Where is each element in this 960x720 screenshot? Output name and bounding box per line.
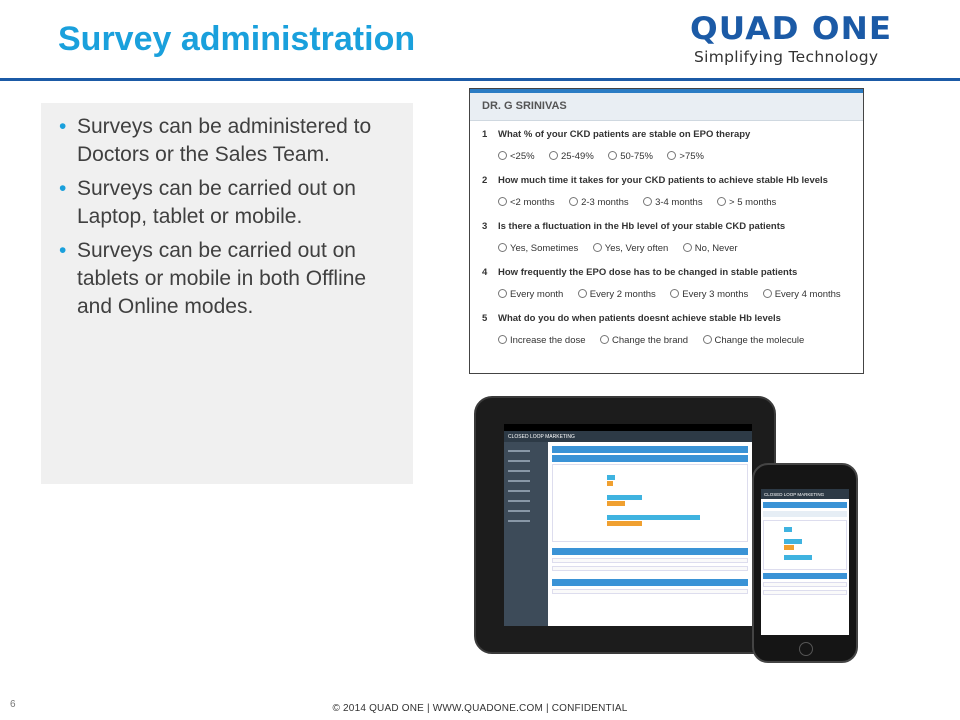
bullet-dot-icon: • <box>59 239 67 262</box>
bullet-text: Surveys can be carried out on tablets or mobile in both Offline and Online modes. <box>77 239 367 318</box>
radio-icon[interactable] <box>498 151 507 160</box>
tablet-panel-header <box>552 548 748 555</box>
logo-tagline: Simplifying Technology <box>694 48 879 66</box>
survey-option[interactable] <box>683 243 738 254</box>
chart-bar <box>784 555 812 560</box>
survey-question <box>482 313 853 348</box>
question-number: 3 <box>482 221 488 232</box>
phone-panel-header <box>763 511 847 517</box>
bullet-dot-icon: • <box>59 115 67 138</box>
bullet-dot-icon: • <box>59 177 67 200</box>
question-number: 5 <box>482 313 488 324</box>
phone-form-row <box>763 590 847 595</box>
survey-option[interactable] <box>498 335 586 346</box>
tablet-screen <box>504 424 752 626</box>
bullet-panel <box>41 103 413 484</box>
survey-option[interactable] <box>703 335 805 346</box>
tablet-panel-header <box>552 579 748 586</box>
tablet-sidebar <box>504 442 548 626</box>
option-label: Every 4 months <box>774 289 841 300</box>
radio-icon[interactable] <box>498 243 507 252</box>
bullet-item <box>53 175 403 231</box>
radio-icon[interactable] <box>683 243 692 252</box>
option-label: Every 2 months <box>589 289 656 300</box>
question-text <box>482 313 853 324</box>
chart-bar <box>784 545 794 550</box>
radio-icon[interactable] <box>643 197 652 206</box>
phone-app-bar: CLOSED LOOP MARKETING <box>761 489 849 499</box>
bullet-list <box>41 103 413 321</box>
option-label: Change the molecule <box>714 335 805 346</box>
survey-question <box>482 221 853 256</box>
option-label: <25% <box>510 151 535 162</box>
question-text <box>482 175 853 186</box>
survey-option[interactable] <box>593 243 669 254</box>
chart-bar <box>784 539 802 544</box>
survey-option[interactable] <box>498 243 578 254</box>
survey-question <box>482 129 853 164</box>
radio-icon[interactable] <box>608 151 617 160</box>
survey-option[interactable] <box>670 289 748 300</box>
chart-bar <box>607 501 624 506</box>
option-label: >75% <box>679 151 704 162</box>
survey-option[interactable] <box>717 197 776 208</box>
radio-icon[interactable] <box>498 289 507 298</box>
option-label: 50-75% <box>620 151 653 162</box>
radio-icon[interactable] <box>667 151 676 160</box>
radio-icon[interactable] <box>763 289 772 298</box>
phone-panel-header <box>763 502 847 508</box>
question-options <box>482 192 853 210</box>
option-label: Yes, Sometimes <box>510 243 579 254</box>
option-label: Change the brand <box>611 335 689 346</box>
question-text <box>482 221 853 232</box>
tablet-app-bar: CLOSED LOOP MARKETING <box>504 431 752 442</box>
radio-icon[interactable] <box>578 289 587 298</box>
tablet-panel-header <box>552 446 748 453</box>
tablet-panel-header <box>552 455 748 462</box>
option-label: 2-3 months <box>581 197 629 208</box>
radio-icon[interactable] <box>600 335 609 344</box>
question-number: 4 <box>482 267 488 278</box>
survey-option[interactable] <box>549 151 594 162</box>
question-label: How much time it takes for your CKD patients to achieve stable Hb levels <box>498 175 828 186</box>
survey-option[interactable] <box>498 197 555 208</box>
option-label: <2 months <box>510 197 555 208</box>
survey-option[interactable] <box>608 151 653 162</box>
radio-icon[interactable] <box>549 151 558 160</box>
logo-name: QUAD ONE <box>690 11 893 47</box>
phone-form-row <box>763 582 847 587</box>
chart-bar <box>607 515 700 520</box>
survey-option[interactable] <box>578 289 656 300</box>
survey-form-screenshot <box>469 88 864 374</box>
survey-option[interactable] <box>569 197 629 208</box>
question-text <box>482 267 853 278</box>
question-number: 1 <box>482 129 488 140</box>
chart-bar <box>607 481 613 486</box>
bullet-text: Surveys can be carried out on Laptop, tablet or mobile. <box>77 177 356 228</box>
tablet-device-image <box>474 396 776 654</box>
radio-icon[interactable] <box>717 197 726 206</box>
option-label: Increase the dose <box>510 335 586 346</box>
question-label: Is there a fluctuation in the Hb level of your stable CKD patients <box>498 221 786 232</box>
radio-icon[interactable] <box>670 289 679 298</box>
tablet-bar-chart <box>552 464 748 542</box>
question-options <box>482 146 853 164</box>
survey-option[interactable] <box>498 289 563 300</box>
question-number: 2 <box>482 175 488 186</box>
question-label: What do you do when patients doesnt achieve stable Hb levels <box>498 313 781 324</box>
company-logo <box>690 11 920 70</box>
survey-option[interactable] <box>600 335 688 346</box>
survey-option[interactable] <box>498 151 535 162</box>
survey-question <box>482 175 853 210</box>
bullet-item <box>53 113 403 169</box>
option-label: No, Never <box>694 243 738 254</box>
survey-questions <box>470 121 863 348</box>
footer-text: © 2014 QUAD ONE | WWW.QUADONE.COM | CONFIDENTIAL <box>332 703 628 714</box>
tablet-status-bar <box>504 424 752 431</box>
survey-header: DR. G SRINIVAS <box>470 93 863 121</box>
page-number: 6 <box>10 699 16 710</box>
survey-option[interactable] <box>643 197 703 208</box>
survey-option[interactable] <box>667 151 704 162</box>
phone-screen <box>761 489 849 635</box>
option-label: 25-49% <box>561 151 594 162</box>
chart-bar <box>607 521 642 526</box>
question-options <box>482 330 853 348</box>
radio-icon[interactable] <box>569 197 578 206</box>
question-text <box>482 129 853 140</box>
question-label: How frequently the EPO dose has to be changed in stable patients <box>498 267 798 278</box>
slide-title: Survey administration <box>58 20 416 58</box>
chart-bar <box>784 527 792 532</box>
bullet-text: Surveys can be administered to Doctors or the Sales Team. <box>77 115 372 166</box>
chart-bar <box>607 475 615 480</box>
option-label: Every month <box>510 289 564 300</box>
bullet-item <box>53 237 403 321</box>
phone-bar-chart <box>763 520 847 570</box>
tablet-dashboard <box>552 446 748 597</box>
option-label: Every 3 months <box>682 289 749 300</box>
phone-panel-header <box>763 573 847 579</box>
survey-question <box>482 267 853 302</box>
question-label: What % of your CKD patients are stable on EPO therapy <box>498 129 751 140</box>
radio-icon[interactable] <box>593 243 602 252</box>
tablet-form-row <box>552 558 748 563</box>
survey-option[interactable] <box>763 289 841 300</box>
radio-icon[interactable] <box>498 335 507 344</box>
radio-icon[interactable] <box>498 197 507 206</box>
tablet-form-row <box>552 566 748 571</box>
radio-icon[interactable] <box>703 335 712 344</box>
title-divider <box>0 78 960 81</box>
option-label: Yes, Very often <box>604 243 669 254</box>
option-label: > 5 months <box>729 197 777 208</box>
question-options <box>482 238 853 256</box>
tablet-form-row <box>552 589 748 594</box>
phone-device-image <box>752 463 858 663</box>
option-label: 3-4 months <box>655 197 703 208</box>
home-button-icon <box>799 642 813 656</box>
chart-bar <box>607 495 642 500</box>
question-options <box>482 284 853 302</box>
